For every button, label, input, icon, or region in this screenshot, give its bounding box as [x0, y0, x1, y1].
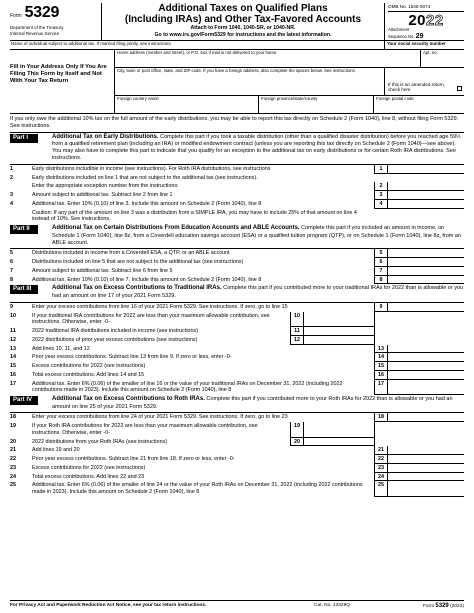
- part-1-header: [10, 133, 464, 165]
- line-number: 2: [10, 174, 13, 181]
- inner-line-box: 19: [290, 422, 304, 438]
- line-number: 8: [10, 276, 13, 283]
- sequence-label: Sequence No.: [388, 34, 415, 40]
- form-title-line1: Additional Taxes on Qualified Plans: [158, 3, 328, 14]
- form-line: [10, 336, 464, 345]
- part-1-description: Complete this part if you took a taxable distribution (other than a qualified disaster distribution) before you reached age 59½ from a qualified retirement plan (including an IRA) or modified endowment contract (unless you are reporting this tax directly on Schedule 2 (Form 1040)—see above). You may also have to complete this part to indicate that you qualify for an exception to the additional tax on early distributions or for certain Roth IRA distributions. See instructions.: [52, 133, 461, 161]
- unused-column: [374, 438, 464, 447]
- omb-block: [384, 3, 464, 40]
- apt-number-field[interactable]: [420, 50, 464, 67]
- line-box: 7: [374, 267, 388, 276]
- line-description: Amount subject to additional tax. Subtract line 2 from line 1: [32, 192, 173, 199]
- line-description: If your traditional IRA contributions for 2022 are less than your maximum allowable contribution, see instructions. Otherwise, enter -0-: [32, 312, 270, 326]
- intro-note: If you only owe the additional 10% tax on the full amount of the early distributions, you may be able to report this tax directly on Schedule 2 (Form 1040), line 8, without filing Form 5329. See instructions.: [10, 114, 464, 133]
- line-number: 6: [10, 259, 13, 266]
- goto-note: Go to www.irs.gov/Form5329 for instructions and the latest information.: [154, 31, 332, 38]
- line-description: Early distributions includible in income (see instructions). For Roth IRA distributions, see instructions: [32, 165, 271, 172]
- line-number: 10: [10, 312, 16, 319]
- form-line: [10, 473, 464, 482]
- attach-note: Attach to Form 1040, 1040-SR, or 1040-NR.: [190, 25, 296, 31]
- inner-line-box: 12: [290, 336, 304, 345]
- line-box: 25: [374, 481, 388, 497]
- line-box: 22: [374, 455, 388, 464]
- form-title-line2: (Including IRAs) and Other Tax-Favored Accounts: [124, 13, 362, 25]
- inner-amount-field[interactable]: [304, 327, 374, 336]
- tax-year: [388, 13, 464, 28]
- line-number: 9: [10, 303, 13, 310]
- attachment-label: Attachment: [388, 27, 410, 33]
- ssn-field[interactable]: [384, 41, 464, 49]
- fill-in-address-note: Fill in Your Address Only If You Are Filing This Form by Itself and Not With Your Tax Return: [10, 50, 115, 113]
- form-line: [10, 258, 464, 267]
- form-line: [10, 371, 464, 380]
- tax-year-a: 20: [408, 12, 426, 30]
- address-block: [10, 50, 464, 114]
- amount-field[interactable]: [388, 267, 464, 276]
- line-description: Excess contributions for 2022 (see instructions): [32, 464, 146, 471]
- line-number: [10, 209, 32, 225]
- line-description: Enter your excess contributions from line 16 of your 2021 Form 5329. See instructions. If zero, go to line 15: [32, 303, 288, 310]
- form-line: [10, 209, 464, 225]
- form-line: [10, 380, 464, 396]
- foreign-country-field[interactable]: [115, 96, 258, 113]
- form-line: [10, 464, 464, 473]
- amended-return-row: [384, 68, 464, 95]
- line-number: 7: [10, 267, 13, 274]
- line-description: Additional tax. Enter 6% (0.06) of the smaller of line 24 or the value of your Roth IRAs on December 31, 2022 (including 2022 contributions made in 2023). Include this amount on Schedule 2 (Form 1040), line 8: [32, 482, 363, 496]
- line-box: 13: [374, 345, 388, 354]
- line-description: Prior year excess contributions. Subtract line 13 from line 9. If zero or less, enter -0-: [32, 354, 232, 361]
- line-number: 4: [10, 200, 13, 207]
- name-row: [10, 41, 464, 50]
- foreign-postal-field[interactable]: [373, 96, 464, 113]
- city-state-zip-label: City, town or post office, state, and ZIP code. If you have a foreign address, also complete the spaces below. See instructions.: [117, 68, 356, 73]
- part-2-title: Additional Tax on Certain Distributions From Education Accounts and ABLE Accounts.: [52, 225, 300, 232]
- line-box: 24: [374, 473, 388, 482]
- privacy-notice: For Privacy Act and Paperwork Reduction Act Notice, see your tax return instructions.: [10, 603, 207, 609]
- line-box: 1: [374, 165, 388, 174]
- form-line: [10, 200, 464, 209]
- amount-field[interactable]: [388, 455, 464, 464]
- part-3-label: Part III: [10, 285, 38, 294]
- empty-column: [374, 209, 464, 225]
- amount-field[interactable]: [388, 446, 464, 455]
- foreign-province-field[interactable]: [258, 96, 373, 113]
- amount-field[interactable]: [388, 362, 464, 371]
- line-number: 12: [10, 336, 16, 343]
- unused-column: [374, 336, 464, 345]
- form-line: [10, 327, 464, 336]
- city-state-zip-field[interactable]: [115, 68, 384, 95]
- line-description: 2022 distributions from your Roth IRAs (see instructions): [32, 438, 168, 445]
- name-field[interactable]: [10, 41, 384, 49]
- footer-form-id: Form 5329 (2022): [422, 603, 464, 610]
- amount-field[interactable]: [388, 200, 464, 209]
- part-1-label: Part I: [10, 134, 38, 143]
- part-3-header: [10, 284, 464, 302]
- line-number: 20: [10, 438, 16, 445]
- amended-return-label: If this is an amended return, check here: [388, 82, 445, 93]
- form-line: [10, 481, 464, 497]
- part-4-lines: [10, 413, 464, 497]
- inner-line-box: 20: [290, 438, 304, 447]
- line-number: 22: [10, 456, 16, 463]
- amount-field[interactable]: [388, 191, 464, 200]
- line-box: 4: [374, 200, 388, 209]
- part-1-title: Additional Tax on Early Distributions.: [52, 133, 159, 140]
- form-line: [10, 353, 464, 362]
- line-box: 9: [374, 303, 388, 312]
- line-number: 17: [10, 380, 16, 387]
- line-description: Total excess contributions. Add lines 22 and 23: [32, 473, 145, 480]
- line-number: 19: [10, 423, 16, 430]
- line-number: 18: [10, 414, 16, 421]
- line-box: 23: [374, 464, 388, 473]
- line-number: 15: [10, 363, 16, 369]
- line-description: Distributions included in income from a Coverdell ESA, a QTP, or an ABLE account: [32, 250, 230, 257]
- amount-field[interactable]: [388, 276, 464, 285]
- inner-amount-field[interactable]: [304, 422, 374, 438]
- line-box: 18: [374, 413, 388, 422]
- amount-field[interactable]: [388, 258, 464, 267]
- part-3-title: Additional Tax on Excess Contributions to Traditional IRAs.: [52, 285, 222, 292]
- part-2-header: [10, 224, 464, 249]
- home-address-field[interactable]: [115, 50, 420, 67]
- line-description: Total excess contributions. Add lines 14 and 15: [32, 371, 145, 378]
- empty-column: [374, 174, 464, 183]
- part-2-lines: [10, 249, 464, 284]
- form-line: [10, 438, 464, 447]
- line-description: Caution: If any part of the amount on line 3 was a distribution from a SIMPLE IRA, you may have to include 25% of that amount on line 4 instead of 10%. See instructions.: [32, 209, 357, 223]
- line-box: 5: [374, 249, 388, 258]
- inner-amount-field[interactable]: [304, 336, 374, 345]
- foreign-province-label: Foreign province/state/county: [261, 96, 318, 101]
- line-description: 2022 distributions of prior year excess contributions (see instructions): [32, 336, 198, 343]
- line-description: Prior year excess contributions. Subtract line 21 from line 18. If zero or less, enter -0-: [32, 456, 235, 463]
- catalog-number: Cat. No. 13329Q: [314, 603, 350, 609]
- line-box: 3: [374, 191, 388, 200]
- line-description: Add lines 10, 11, and 12: [32, 345, 90, 352]
- line-description: Additional tax. Enter 6% (0.06) of the smaller of line 16 or the value of your traditional IRAs on December 31, 2022 (including 2022 contributions made in 2023). Include this amount on Schedule 2 (Form 1040), line 8: [32, 380, 343, 394]
- line-box: 15: [374, 362, 388, 371]
- line-number: 23: [10, 464, 16, 471]
- part-4-label: Part IV: [10, 396, 38, 405]
- amount-field[interactable]: [388, 165, 464, 174]
- form-line: [10, 303, 464, 312]
- part-2-description: Complete this part if you included an amount in income, on Schedule 1 (Form 1040), line 8z, from a Coverdell education savings account (ESA) or a qualified tuition program (QTP), or on Schedule 1 (Form 1040), line 8z, from an ABLE account.: [52, 225, 462, 246]
- line-description: Distributions included on line 5 that are not subject to the additional tax (see instructions): [32, 259, 244, 266]
- form-word: Form: [10, 13, 22, 19]
- line-box: 6: [374, 258, 388, 267]
- line-box: 16: [374, 371, 388, 380]
- sequence-number: 29: [415, 33, 424, 41]
- part-4-description: Complete this part if you contributed more to your Roth IRAs for 2022 than is allowable or you had an amount on line 25 of your 2021 Form 5329.: [52, 396, 453, 410]
- form-line: [10, 191, 464, 200]
- line-number: 24: [10, 473, 16, 480]
- part-3-lines: [10, 303, 464, 395]
- amount-field[interactable]: [388, 345, 464, 354]
- amount-field[interactable]: [388, 353, 464, 362]
- form-line: [10, 165, 464, 174]
- form-line: [10, 455, 464, 464]
- department-label: Department of the Treasury: [10, 25, 64, 31]
- line-number: 25: [10, 482, 16, 489]
- part-4-header: [10, 395, 464, 413]
- line-description: Enter the appropriate exception number from the instructions:: [32, 183, 179, 190]
- amount-field[interactable]: [388, 182, 464, 191]
- form-line: [10, 413, 464, 422]
- name-label: Name of individual subject to additional tax. If married filing jointly, see instructions.: [11, 41, 172, 46]
- inner-amount-field[interactable]: [304, 438, 374, 447]
- line-number: 5: [10, 250, 13, 257]
- foreign-country-label: Foreign country name: [117, 96, 159, 101]
- amended-return-checkbox[interactable]: [457, 86, 462, 91]
- amount-field[interactable]: [388, 303, 464, 312]
- part-1-lines: [10, 165, 464, 224]
- form-line: [10, 345, 464, 354]
- line-number: 13: [10, 345, 16, 352]
- form-line: [10, 312, 464, 328]
- home-address-label: Home address (number and street), or P.O. box if mail is not delivered to your home: [117, 50, 277, 55]
- form-line: [10, 446, 464, 455]
- form-title-block: [102, 3, 384, 40]
- amount-field[interactable]: [388, 481, 464, 497]
- omb-number: OMB No. 1545-0074: [388, 3, 464, 12]
- line-description: Enter your excess contributions from line 24 of your 2021 Form 5329. See instructions. If zero, go to line 23: [32, 414, 288, 421]
- inner-amount-field[interactable]: [304, 312, 374, 328]
- amount-field[interactable]: [388, 464, 464, 473]
- line-description: Additional tax. Enter 10% (0.10) of line 3. Include this amount on Schedule 2 (Form 1040), line 8: [32, 200, 262, 207]
- unused-column: [374, 312, 464, 328]
- unused-column: [374, 422, 464, 438]
- form-line: [10, 174, 464, 183]
- form-line: [10, 422, 464, 438]
- line-number: 3: [10, 192, 13, 199]
- part-3-description: Complete this part if you contributed more to your traditional IRAs for 2022 than is allowable or you had an amount on line 17 of your 2021 Form 5329.: [52, 285, 464, 299]
- line-box: 14: [374, 353, 388, 362]
- line-box: 21: [374, 446, 388, 455]
- line-box: 2: [374, 182, 388, 191]
- amount-field[interactable]: [388, 371, 464, 380]
- line-number: 16: [10, 371, 16, 378]
- form-line: [10, 362, 464, 371]
- inner-line-box: 10: [290, 312, 304, 328]
- amount-field[interactable]: [388, 413, 464, 422]
- line-description: Early distributions included on line 1 that are not subject to the additional tax (see instructions).: [32, 174, 258, 181]
- form-id-block: [10, 3, 102, 40]
- line-number: 1: [10, 165, 13, 172]
- irs-label: Internal Revenue Service: [10, 30, 60, 36]
- part-2-label: Part II: [10, 225, 38, 234]
- line-number: 21: [10, 447, 16, 454]
- line-description: Additional tax. Enter 10% (0.10) of line 7. Include this amount on Schedule 2 (Form 1040), line 8: [32, 276, 262, 283]
- line-description: Add lines 19 and 20: [32, 447, 80, 454]
- apt-number-label: Apt. no.: [423, 50, 438, 55]
- form-number: 5329: [24, 4, 60, 21]
- part-4-title: Additional Tax on Excess Contributions to Roth IRAs.: [52, 396, 205, 402]
- line-box: 8: [374, 276, 388, 285]
- line-number: 11: [10, 328, 16, 334]
- amount-field[interactable]: [388, 249, 464, 258]
- form-header: [10, 3, 464, 41]
- line-description: If your Roth IRA contributions for 2022 are less than your maximum allowable contribution, see instructions. Otherwise, enter -0-: [32, 423, 258, 436]
- inner-line-box: 11: [290, 327, 304, 336]
- amount-field[interactable]: [388, 380, 464, 396]
- line-number: [10, 182, 32, 191]
- unused-column: [374, 327, 464, 336]
- form-line: [10, 276, 464, 285]
- form-line: [10, 249, 464, 258]
- form-line: [10, 267, 464, 276]
- line-description: Amount subject to additional tax. Subtract line 6 from line 5: [32, 267, 173, 274]
- line-number: 14: [10, 354, 16, 361]
- tax-year-b: 22: [426, 12, 444, 30]
- line-box: 17: [374, 380, 388, 396]
- form-footer: [10, 600, 464, 610]
- line-description: Excess contributions for 2022 (see instructions): [32, 363, 146, 369]
- amount-field[interactable]: [388, 473, 464, 482]
- foreign-postal-label: Foreign postal code: [376, 96, 414, 101]
- ssn-label: Your social security number: [387, 41, 446, 46]
- form-line: [10, 182, 464, 191]
- line-description: 2022 traditional IRA distributions included in income (see instructions): [32, 328, 198, 334]
